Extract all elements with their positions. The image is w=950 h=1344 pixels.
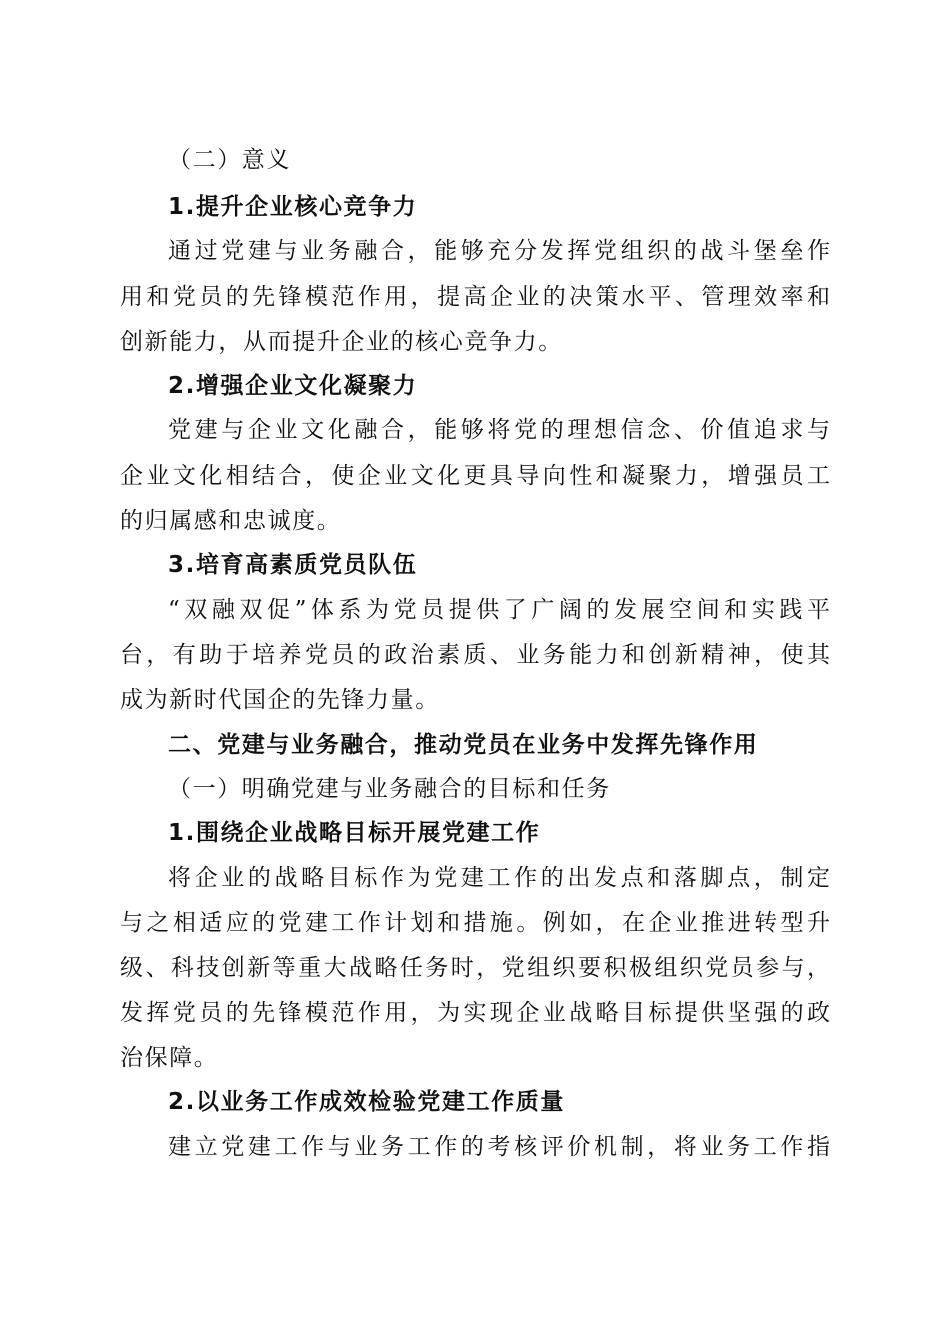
- paragraph-line: 级、科技创新等重大战略任务时，党组织要积极组织党员参与，: [120, 955, 830, 981]
- paragraph-line: 将企业的战略目标作为党建工作的出发点和落脚点，制定: [168, 865, 830, 891]
- paragraph-line: 建立党建工作与业务工作的考核评价机制，将业务工作指: [168, 1134, 830, 1160]
- item-title-core-competitiveness: 1.提升企业核心竞争力: [168, 194, 418, 220]
- paragraph-line: 成为新时代国企的先锋力量。: [120, 687, 440, 713]
- section-heading-significance: （二）意义: [168, 147, 291, 173]
- paragraph-line: 党建与企业文化融合，能够将党的理想信念、价值追求与: [168, 417, 830, 443]
- paragraph-line: 用和党员的先锋模范作用，提高企业的决策水平、管理效率和: [120, 284, 830, 310]
- subsection-heading: （一）明确党建与业务融合的目标和任务: [168, 776, 611, 802]
- paragraph-line: 治保障。: [120, 1045, 219, 1071]
- paragraph-line: 的归属感和忠诚度。: [120, 508, 342, 534]
- section-heading-two: 二、党建与业务融合，推动党员在业务中发挥先锋作用: [168, 732, 759, 758]
- item-title-culture-cohesion: 2.增强企业文化凝聚力: [168, 373, 418, 399]
- item-title-strategy: 1.围绕企业战略目标开展党建工作: [168, 820, 541, 846]
- paragraph-line: 创新能力，从而提升企业的核心竞争力。: [120, 329, 563, 355]
- paragraph-line: 台，有助于培养党员的政治素质、业务能力和创新精神，使其: [120, 642, 830, 668]
- item-title-evaluation: 2.以业务工作成效检验党建工作质量: [168, 1089, 565, 1115]
- item-title-party-members: 3.培育高素质党员队伍: [168, 552, 418, 578]
- paragraph-line: 发挥党员的先锋模范作用，为实现企业战略目标提供坚强的政: [120, 1000, 830, 1026]
- paragraph-line: 与之相适应的党建工作计划和措施。例如，在企业推进转型升: [120, 910, 830, 936]
- paragraph-line: 企业文化相结合，使企业文化更具导向性和凝聚力，增强员工: [120, 463, 830, 489]
- paragraph-line: 通过党建与业务融合，能够充分发挥党组织的战斗堡垒作: [168, 238, 830, 264]
- paragraph-line: “双融双促”体系为党员提供了广阔的发展空间和实践平: [168, 597, 830, 623]
